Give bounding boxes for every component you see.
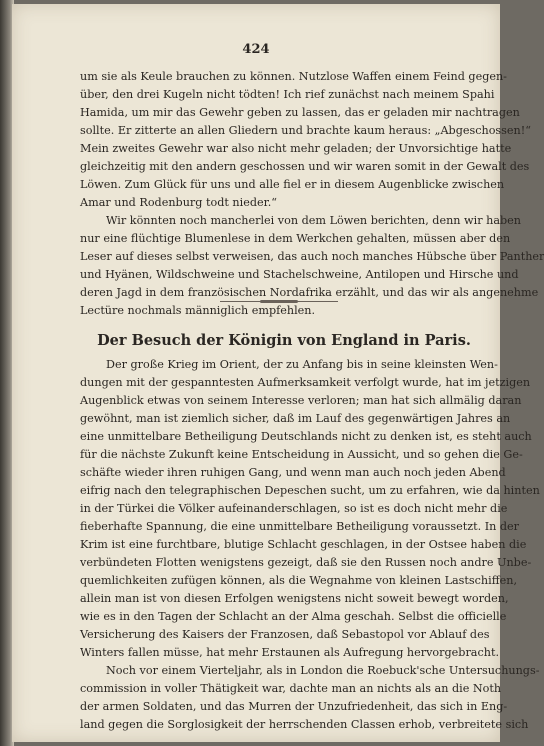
text-line: fieberhafte Spannung, die eine unmittelbare Betheiligung voraussetzt. In der (80, 520, 520, 533)
text-line: Amar und Rodenburg todt nieder.“ (80, 196, 277, 209)
text-line: Lectüre nochmals männiglich empfehlen. (80, 304, 316, 317)
paragraph-lion-hunt (80, 68, 531, 212)
text-line: dungen mit der gespanntesten Aufmerksamkeit verfolgt wurde, hat im jetzigen (80, 376, 531, 389)
text-line: Wir könnten noch mancherlei von dem Löwen berichten, denn wir haben (106, 214, 521, 227)
article-title: Der Besuch der Königin von England in Paris. (97, 332, 471, 349)
text-line: wie es in den Tagen der Schlacht an der Alma geschah. Selbst die officielle (80, 610, 507, 623)
paragraph-roebuck-commission (80, 662, 540, 734)
page-number: 424 (242, 42, 270, 57)
text-line: der armen Soldaten, und das Murren der Unzufriedenheit, das sich in Eng- (80, 700, 508, 713)
text-line: über, den drei Kugeln nicht tödten! Ich rief zunächst nach meinem Spahi (80, 88, 495, 101)
text-line: um sie als Keule brauchen zu können. Nutzlose Waffen einem Feind gegen- (80, 70, 507, 83)
text-line: quemlichkeiten zufügen können, als die Wegnahme von kleinen Lastschiffen, (80, 574, 518, 587)
text-line: gewöhnt, man ist ziemlich sicher, daß im Lauf des gegenwärtigen Jahres an (80, 412, 511, 425)
text-line: für die nächste Zukunft keine Entscheidung in Aussicht, und so gehen die Ge- (80, 448, 523, 461)
text-line: deren Jagd in dem französischen Nordafrika erzählt, und das wir als angenehme (80, 286, 539, 299)
text-line: Versicherung des Kaisers der Franzosen, daß Sebastopol vor Ablauf des (80, 628, 490, 641)
text-line: Krim ist eine furchtbare, blutige Schlacht geschlagen, in der Ostsee haben die (80, 538, 527, 551)
text-line: Der große Krieg im Orient, der zu Anfang bis in seine kleinsten Wen- (106, 358, 498, 371)
text-line: Leser auf dieses selbst verweisen, das auch noch manches Hübsche über Panther (80, 250, 544, 263)
text-line: eifrig nach den telegraphischen Depeschen sucht, um zu erfahren, wie da hinten (80, 484, 540, 497)
text-line: land gegen die Sorglosigkeit der herrschenden Classen erhob, verbreitete sich (80, 718, 529, 731)
text-line: Winters fallen müsse, hat mehr Erstaunen als Aufregung hervorgebracht. (80, 646, 499, 659)
paragraph-orient-war (80, 356, 540, 662)
text-line: gleichzeitig mit den andern geschossen und wir waren somit in der Gewalt des (80, 160, 530, 173)
text-line: Löwen. Zum Glück für uns und alle fiel er in diesem Augenblicke zwischen (80, 178, 505, 191)
text-line: sollte. Er zitterte an allen Gliedern und brachte kaum heraus: „Abgeschossen!“ (80, 124, 531, 137)
section-divider (220, 301, 338, 302)
text-line: commission in voller Thätigkeit war, dachte man an nichts als an die Noth (80, 682, 502, 695)
paragraph-book-recommendation (80, 212, 544, 320)
text-line: allein man ist von diesen Erfolgen wenigstens nicht soweit bewegt worden, (80, 592, 509, 605)
text-line: Augenblick etwas von seinem Interesse verloren; man hat sich allmälig daran (80, 394, 522, 407)
text-line: eine unmittelbare Betheiligung Deutschlands nicht zu denken ist, es steht auch (80, 430, 532, 443)
text-line: schäfte wieder ihren ruhigen Gang, und wenn man auch noch jeden Abend (80, 466, 506, 479)
article-title-block (80, 330, 488, 352)
text-line: Noch vor einem Vierteljahr, als in London die Roebuck'sche Untersuchungs- (106, 664, 540, 677)
text-line: verbündeten Flotten wenigstens gezeigt, daß sie den Russen noch andre Unbe- (80, 556, 532, 569)
book-page (12, 4, 544, 742)
text-line: Hamida, um mir das Gewehr geben zu lassen, das er geladen mir nachtragen (80, 106, 520, 119)
text-line: nur eine flüchtige Blumenlese in dem Werkchen gehalten, müssen aber den (80, 232, 511, 245)
text-line: Mein zweites Gewehr war also nicht mehr geladen; der Unvorsichtige hatte (80, 142, 512, 155)
text-line: und Hyänen, Wildschweine und Stachelschweine, Antilopen und Hirsche und (80, 268, 519, 281)
text-line: in der Türkei die Völker aufeinanderschlagen, so ist es doch nicht mehr die (80, 502, 508, 515)
